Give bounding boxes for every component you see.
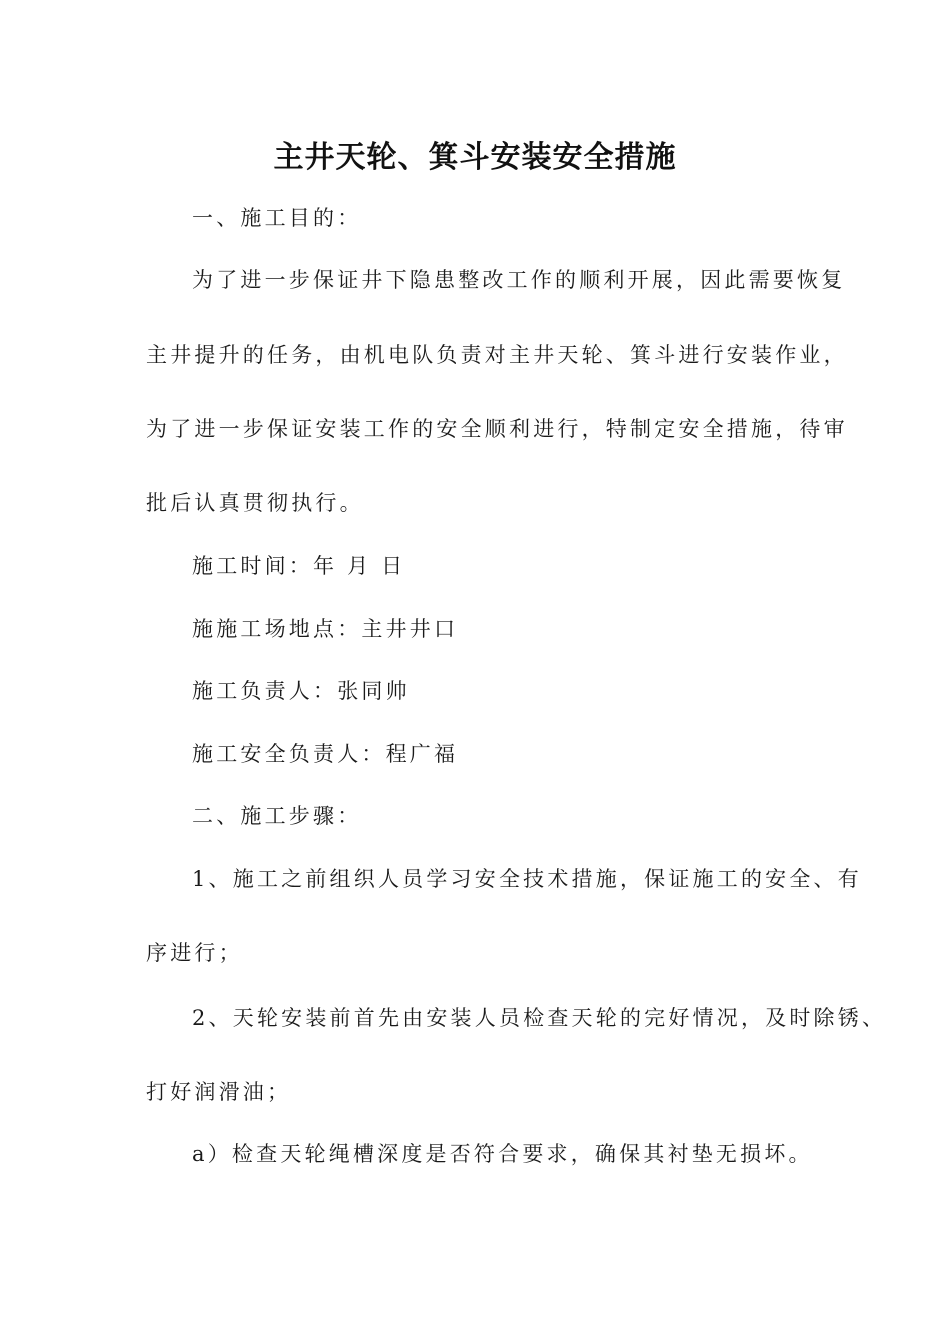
- step-item-continued: 打好润滑油；: [146, 1080, 292, 1104]
- paragraph-line: 为了进一步保证安装工作的安全顺利进行，特制定安全措施，待审: [146, 417, 848, 441]
- paragraph-line: 主井提升的任务，由机电队负责对主井天轮、箕斗进行安装作业，: [146, 343, 848, 367]
- construction-site: 施施工场地点：主井井口: [192, 617, 459, 641]
- step-item: 1、施工之前组织人员学习安全技术措施，保证施工的安全、有: [192, 867, 862, 891]
- paragraph-line: 批后认真贯彻执行。: [146, 491, 364, 515]
- construction-time: 施工时间：年 月 日: [192, 554, 406, 578]
- section-heading-steps: 二、施工步骤：: [192, 804, 362, 828]
- safety-leader: 施工安全负责人：程广福: [192, 742, 459, 766]
- section-heading-purpose: 一、施工目的：: [192, 206, 362, 230]
- step-item-continued: 序进行；: [146, 941, 243, 965]
- paragraph-line: 为了进一步保证井下隐患整改工作的顺利开展，因此需要恢复: [192, 268, 846, 292]
- construction-leader: 施工负责人：张同帅: [192, 679, 410, 703]
- document-title: 主井天轮、箕斗安装安全措施: [273, 140, 677, 175]
- sub-step-item: a）检查天轮绳槽深度是否符合要求，确保其衬垫无损坏。: [192, 1142, 813, 1166]
- step-item: 2、天轮安装前首先由安装人员检查天轮的完好情况，及时除锈、: [192, 1006, 887, 1030]
